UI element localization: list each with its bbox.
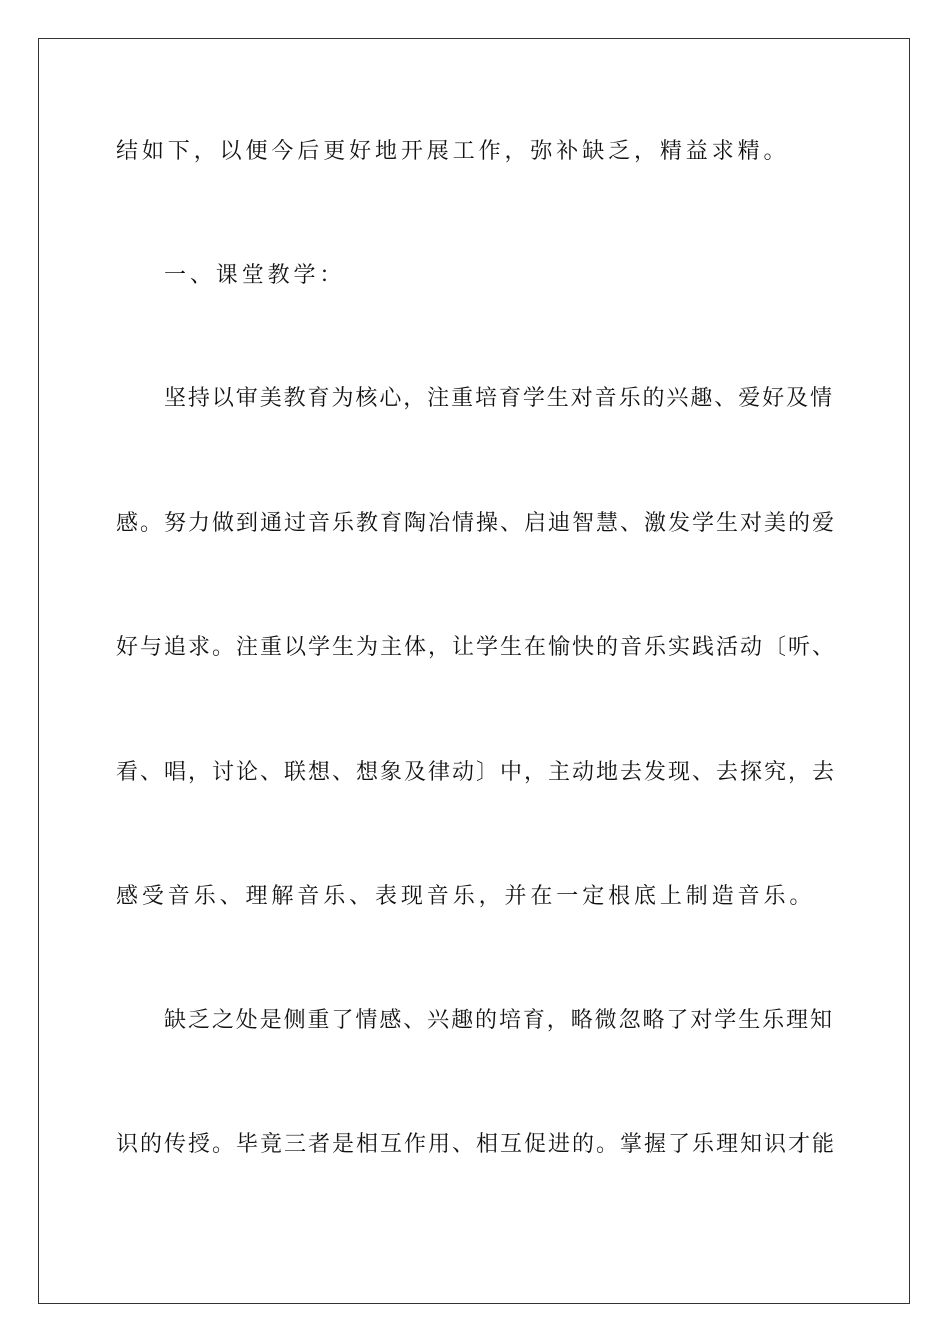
paragraph-first-line: 缺乏之处是侧重了情感、兴趣的培育，略微忽略了对学生乐理知 xyxy=(164,1008,832,1033)
section-heading: 一、课堂教学： xyxy=(164,263,346,288)
text-line: 感。努力做到通过音乐教育陶冶情操、启迪智慧、激发学生对美的爱 xyxy=(116,511,834,536)
paragraph-first-line: 坚持以审美教育为核心，注重培育学生对音乐的兴趣、爱好及情 xyxy=(164,386,832,411)
text-line: 看、唱，讨论、联想、想象及律动〕中，主动地去发现、去探究，去 xyxy=(116,760,834,785)
text-line: 识的传授。毕竟三者是相互作用、相互促进的。掌握了乐理知识才能 xyxy=(116,1132,834,1157)
text-line: 感受音乐、理解音乐、表现音乐，并在一定根底上制造音乐。 xyxy=(116,884,816,909)
page-border xyxy=(38,38,910,1304)
text-line: 结如下，以便今后更好地开展工作，弥补缺乏，精益求精。 xyxy=(116,139,790,164)
text-line: 好与追求。注重以学生为主体，让学生在愉快的音乐实践活动〔听、 xyxy=(116,635,834,660)
